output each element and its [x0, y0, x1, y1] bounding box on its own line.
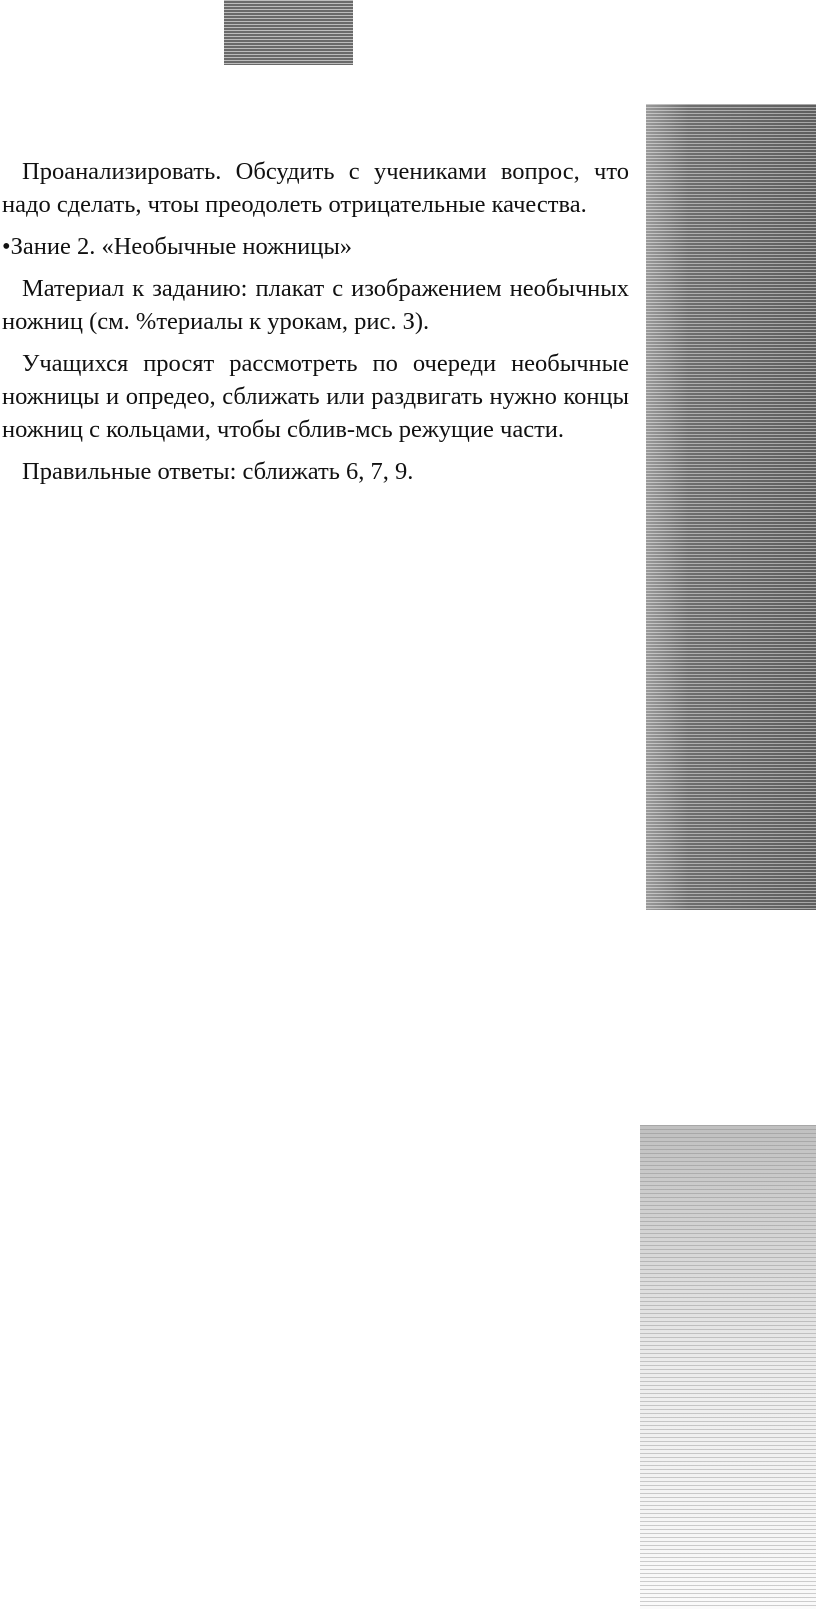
paragraph-analysis: Проанализировать. Обсудить с учениками вопрос, что надо сделать, чтоы преодолеть отрицательные качества.	[2, 158, 629, 218]
scan-artifact-side	[646, 104, 816, 910]
scan-artifact-top	[224, 0, 353, 65]
paragraph-answers: Правильные ответы: сближать 6, 7, 9.	[22, 458, 414, 485]
scan-artifact-bottom	[640, 1125, 816, 1609]
task-heading: •Зание 2. «Необычные ножницы»	[2, 233, 353, 260]
document-body	[2, 155, 629, 497]
paragraph-instructions: Учащихся просят рассмотреть по очереди необычные ножницы и опредео, сближать или раздвигать нужно концы ножниц с кольцами, чтобы сблив-мсь режущие части.	[2, 350, 629, 443]
paragraph-material: Материал к заданию: плакат с изображением необычных ножниц (см. %териалы к урокам, рис. З).	[2, 275, 629, 335]
